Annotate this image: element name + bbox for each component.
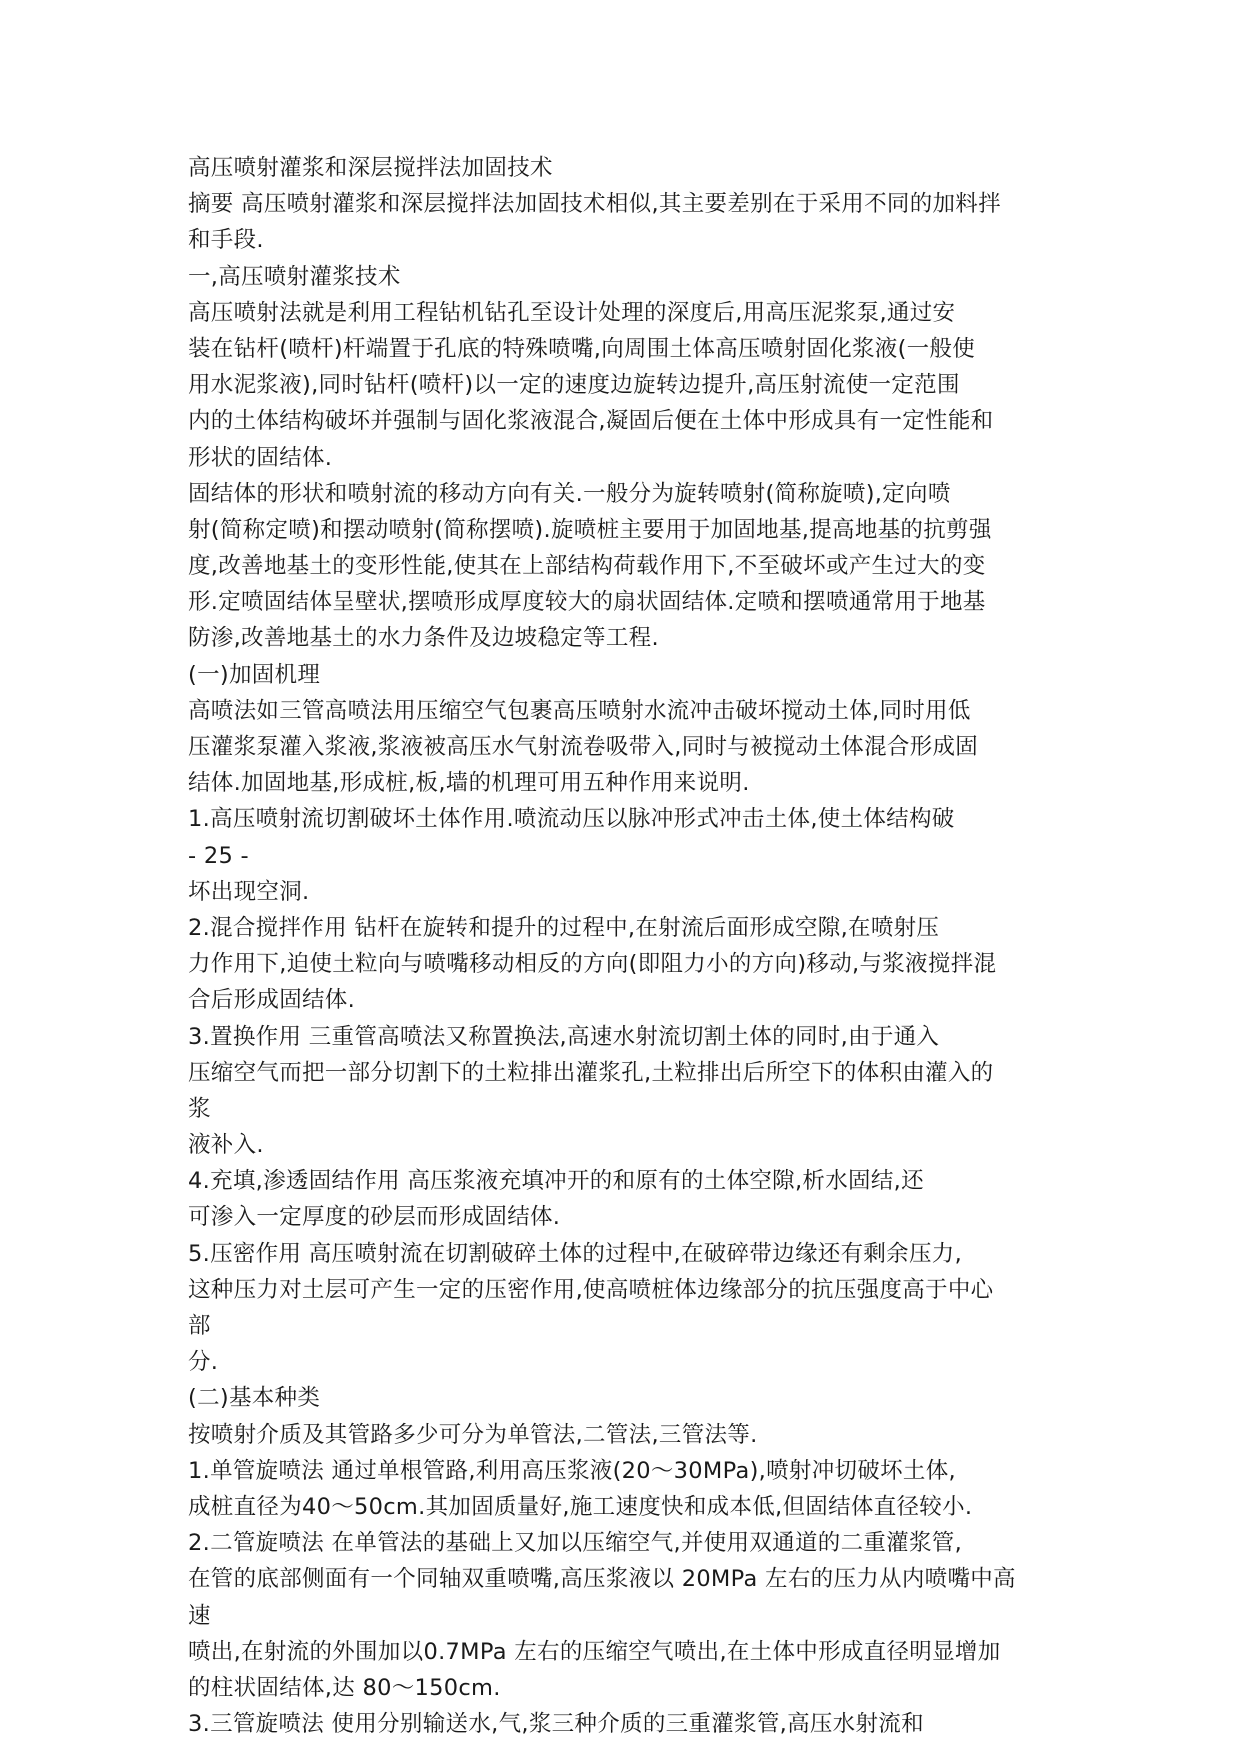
- text-line: 按喷射介质及其管路多少可分为单管法,二管法,三管法等.: [188, 1421, 758, 1448]
- text-line: 喷出,在射流的外围加以0.7MPa 左右的压缩空气喷出,在土体中形成直径明显增加: [188, 1638, 1001, 1665]
- document-title: 高压喷射灌浆和深层搅拌法加固技术: [188, 155, 553, 181]
- text-line: 形状的固结体.: [188, 444, 333, 471]
- text-line: 1.单管旋喷法 通过单根管路,利用高压浆液(20～30MPa),喷射冲切破坏土体,: [188, 1457, 956, 1484]
- text-line: 射(简称定喷)和摆动喷射(简称摆喷).旋喷桩主要用于加固地基,提高地基的抗剪强: [188, 516, 992, 543]
- subsection-heading: (一)加固机理: [188, 661, 321, 688]
- text-line: 高压喷射法就是利用工程钻机钻孔至设计处理的深度后,用高压泥浆泵,通过安: [188, 299, 956, 326]
- text-line: 力作用下,迫使土粒向与喷嘴移动相反的方向(即阻力小的方向)移动,与浆液搅拌混: [188, 951, 997, 978]
- text-line: 2.混合搅拌作用 钻杆在旋转和提升的过程中,在射流后面形成空隙,在喷射压: [188, 914, 940, 941]
- text-line: 的柱状固结体,达 80～150cm.: [188, 1674, 501, 1701]
- abstract-line: 摘要 高压喷射灌浆和深层搅拌法加固技术相似,其主要差别在于采用不同的加料拌: [188, 191, 1001, 218]
- text-line: 这种压力对土层可产生一定的压密作用,使高喷桩体边缘部分的抗压强度高于中心: [188, 1276, 994, 1303]
- text-line: 部: [188, 1313, 211, 1339]
- text-line: 3.置换作用 三重管高喷法又称置换法,高速水射流切割土体的同时,由于通入: [188, 1023, 940, 1050]
- text-line: 2.二管旋喷法 在单管法的基础上又加以压缩空气,并使用双通道的二重灌浆管,: [188, 1530, 963, 1557]
- text-line: 度,改善地基土的变形性能,使其在上部结构荷载作用下,不至破坏或产生过大的变: [188, 553, 986, 580]
- text-line: 固结体的形状和喷射流的移动方向有关.一般分为旋转喷射(简称旋喷),定向喷: [188, 480, 951, 507]
- document-body: [188, 150, 1068, 1742]
- text-line: 成桩直径为40～50cm.其加固质量好,施工速度快和成本低,但固结体直径较小.: [188, 1493, 973, 1520]
- text-line: 形.定喷固结体呈壁状,摆喷形成厚度较大的扇状固结体.定喷和摆喷通常用于地基: [188, 589, 986, 616]
- text-line: 3.三管旋喷法 使用分别输送水,气,浆三种介质的三重灌浆管,高压水射流和: [188, 1711, 924, 1738]
- text-line: 用水泥浆液),同时钻杆(喷杆)以一定的速度边旋转边提升,高压射流使一定范围: [188, 372, 960, 399]
- text-line: 浆: [188, 1095, 211, 1122]
- text-line: 4.充填,渗透固结作用 高压浆液充填冲开的和原有的土体空隙,析水固结,还: [188, 1168, 924, 1195]
- text-line: 液补入.: [188, 1132, 264, 1159]
- text-line: 内的土体结构破坏并强制与固化浆液混合,凝固后便在土体中形成具有一定性能和: [188, 408, 994, 435]
- abstract-line: 和手段.: [188, 227, 264, 254]
- text-line: 压灌浆泵灌入浆液,浆液被高压水气射流卷吸带入,同时与被搅动土体混合形成固: [188, 734, 979, 760]
- text-line: 5.压密作用 高压喷射流在切割破碎土体的过程中,在破碎带边缘还有剩余压力,: [188, 1240, 963, 1267]
- text-line: 在管的底部侧面有一个同轴双重喷嘴,高压浆液以 20MPa 左右的压力从内喷嘴中高: [188, 1566, 1016, 1593]
- text-line: 1.高压喷射流切割破坏土体作用.喷流动压以脉冲形式冲击土体,使土体结构破: [188, 806, 955, 833]
- section-heading: 一,高压喷射灌浆技术: [188, 263, 401, 290]
- text-line: 高喷法如三管高喷法用压缩空气包裹高压喷射水流冲击破坏搅动土体,同时用低: [188, 697, 971, 724]
- subsection-heading: (二)基本种类: [188, 1385, 321, 1412]
- text-line: 坏出现空洞.: [188, 878, 310, 905]
- text-line: 防渗,改善地基土的水力条件及边坡稳定等工程.: [188, 625, 659, 652]
- page-number: - 25 -: [188, 842, 249, 869]
- text-line: 压缩空气而把一部分切割下的土粒排出灌浆孔,土粒排出后所空下的体积由灌入的: [188, 1059, 994, 1086]
- text-line: 分.: [188, 1349, 219, 1376]
- text-line: 装在钻杆(喷杆)杆端置于孔底的特殊喷嘴,向周围土体高压喷射固化浆液(一般使: [188, 335, 976, 362]
- text-line: 速: [188, 1602, 211, 1629]
- text-line: 可渗入一定厚度的砂层而形成固结体.: [188, 1204, 561, 1231]
- text-line: 结体.加固地基,形成桩,板,墙的机理可用五种作用来说明.: [188, 770, 750, 797]
- text-line: 合后形成固结体.: [188, 987, 356, 1014]
